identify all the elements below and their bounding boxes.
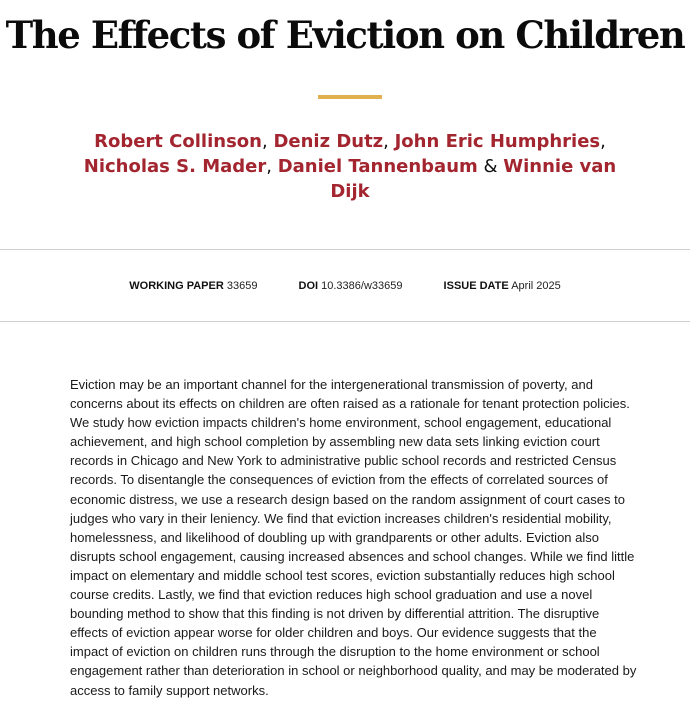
meta-divider-bottom bbox=[0, 321, 690, 322]
doi-label: DOI bbox=[298, 280, 319, 292]
working-paper-label: WORKING PAPER bbox=[129, 280, 224, 292]
author-link-collinson[interactable]: Robert Collinson bbox=[94, 131, 262, 152]
working-paper-meta bbox=[129, 279, 257, 293]
issue-date-value: April 2025 bbox=[511, 280, 561, 292]
doi-value[interactable]: 10.3386/w33659 bbox=[321, 280, 403, 292]
author-link-mader[interactable]: Nicholas S. Mader bbox=[83, 156, 267, 177]
author-separator: , bbox=[600, 131, 606, 152]
issue-date-meta bbox=[444, 279, 561, 293]
author-link-dutz[interactable]: Deniz Dutz bbox=[273, 131, 384, 152]
paper-meta-row bbox=[0, 279, 690, 293]
working-paper-number: 33659 bbox=[226, 280, 258, 292]
author-separator: , bbox=[261, 131, 274, 152]
author-separator: , bbox=[266, 156, 278, 177]
title-accent-rule bbox=[318, 95, 382, 99]
author-list bbox=[80, 129, 620, 204]
author-link-humphries[interactable]: John Eric Humphries bbox=[394, 131, 601, 152]
author-link-tannenbaum[interactable]: Daniel Tannenbaum bbox=[277, 156, 478, 177]
meta-divider-top bbox=[0, 249, 690, 250]
author-separator: , bbox=[383, 131, 395, 152]
author-separator: & bbox=[477, 156, 504, 177]
page-title: The Effects of Eviction on Children bbox=[5, 13, 685, 57]
abstract-text: Eviction may be an important channel for the intergenerational transmission of poverty, and concerns about its effects on children are often raised as a rationale for tenant protection policies. We study how eviction impacts children's home environment, school engagement, educational achievement, and high school completion by assembling new data sets linking eviction court records in Chicago and New York to administrative public school records and restricted Census records. To disentangle the consequences of eviction from the effects of correlated sources of economic distress, we use a research design based on the random assignment of court cases to judges who vary in their leniency. We find that eviction increases children's residential mobility, homelessness, and likelihood of doubling up with grandparents or other adults. Eviction also disrupts school engagement, causing increased absences and school changes. While we find little impact on elementary and middle school test scores, eviction substantially reduces high school course credits. Lastly, we find that eviction reduces high school graduation and use a novel bounding method to show that this finding is not driven by differential attrition. The disruptive effects of eviction appear worse for older children and boys. Our evidence suggests that the impact of eviction on children runs through the disruption to the home environment or school engagement rather than deterioration in school or neighborhood quality, and may be moderated by access to family support networks. bbox=[70, 377, 637, 698]
doi-meta bbox=[299, 279, 403, 293]
issue-date-label: ISSUE DATE bbox=[443, 280, 509, 292]
author-link-van-dijk[interactable]: Winnie van Dijk bbox=[330, 156, 617, 202]
